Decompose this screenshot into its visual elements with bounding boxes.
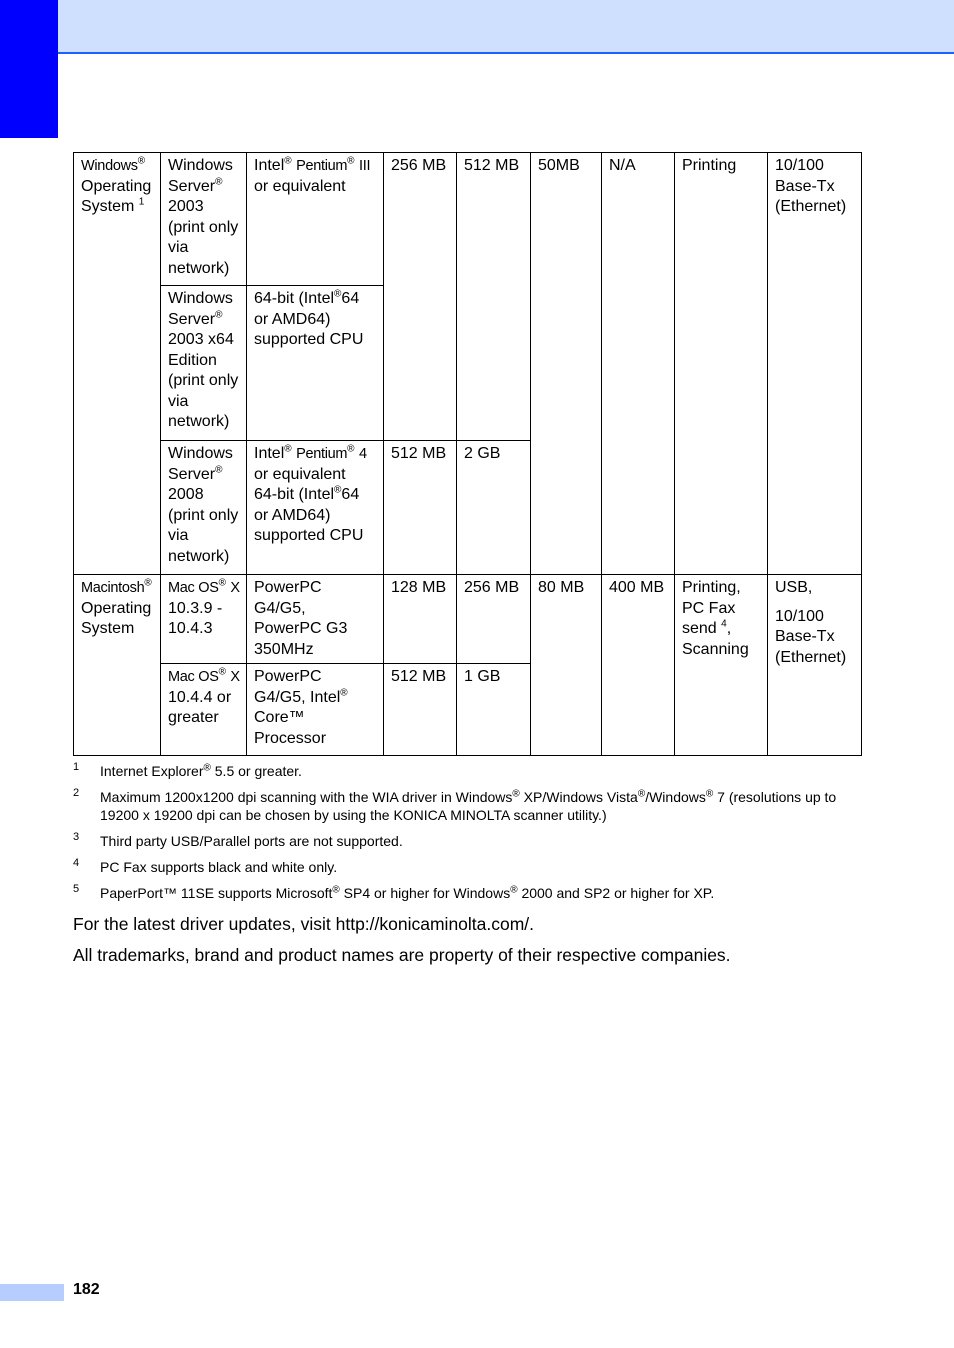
trademarks-text: All trademarks, brand and product names are property of their respective companies. (73, 945, 731, 965)
min-ram-cell: 512 MB (384, 441, 457, 575)
page-number: 182 (73, 1281, 100, 1298)
cpu-cell: Intel® Pentium® III or equivalent (247, 153, 384, 286)
driver-updates-text: For the latest driver updates, visit http://konicaminolta.com/. (73, 914, 535, 934)
table-row (74, 575, 862, 664)
disk-apps-cell: N/A (602, 153, 675, 575)
footnote: 3 Third party USB/Parallel ports are not supported. (73, 831, 403, 849)
footnote: 1 Internet Explorer® 5.5 or greater. (73, 761, 302, 779)
recommended-ram-cell: 512 MB (457, 153, 531, 441)
recommended-ram-cell: 2 GB (457, 441, 531, 575)
recommended-ram-cell: 1 GB (457, 664, 531, 756)
interface-cell: 10/100 Base-Tx (Ethernet) (768, 153, 862, 575)
header-band (58, 0, 954, 54)
disk-driver-cell: 50MB (531, 153, 602, 575)
recommended-ram-cell: 256 MB (457, 575, 531, 664)
cpu-cell: PowerPC G4/G5, Intel® Core™ Processor (247, 664, 384, 756)
functions-cell: Printing, PC Fax send $^4$, Scanning (675, 575, 768, 756)
min-ram-cell: 256 MB (384, 153, 457, 441)
chapter-tab (0, 0, 58, 138)
os-version-cell: Windows Server® 2003 (print only via network) (161, 153, 247, 286)
os-version-cell: Mac OS® X 10.3.9 - 10.4.3 (161, 575, 247, 664)
footnote: 5 PaperPort™ 11SE supports Microsoft® SP4 or higher for Windows® 2000 and SP2 or higher for XP. (73, 883, 715, 901)
disk-driver-cell: 80 MB (531, 575, 602, 756)
min-ram-cell: 512 MB (384, 664, 457, 756)
os-version-cell: Windows Server® 2003 x64 Edition (print only via network) (161, 286, 247, 441)
cpu-cell: PowerPC G4/G5, PowerPC G3 350MHz (247, 575, 384, 664)
system-requirements-table (73, 152, 862, 756)
os-version-cell: Windows Server® 2008 (print only via network) (161, 441, 247, 575)
cpu-cell: 64-bit (Intel®64 or AMD64) supported CPU (247, 286, 384, 441)
footnotes (73, 762, 863, 910)
os-version-cell: Mac OS® X 10.4.4 or greater (161, 664, 247, 756)
interface-cell: USB, 10/100 Base-Tx (Ethernet) (768, 575, 862, 756)
cpu-cell: Intel® Pentium® 4 or equivalent 64-bit (Intel®64 or AMD64) supported CPU (247, 441, 384, 575)
footnote: 4 PC Fax supports black and white only. (73, 857, 338, 875)
footnote: 2 Maximum 1200x1200 dpi scanning with the WIA driver in Windows® XP/Windows Vista®/Windows® 7 (resolutions up to 19200 x 19200 dpi can be chosen by using the KONICA MINOLTA scanner utility.) (73, 787, 837, 823)
page-number-tab (0, 1284, 64, 1301)
os-mac-cell: Macintosh® Operating System (74, 575, 161, 756)
min-ram-cell: 128 MB (384, 575, 457, 664)
functions-cell: Printing (675, 153, 768, 575)
os-windows-cell: Windows® Operating System $^1$ (74, 153, 161, 575)
table-row (74, 153, 862, 286)
disk-apps-cell: 400 MB (602, 575, 675, 756)
